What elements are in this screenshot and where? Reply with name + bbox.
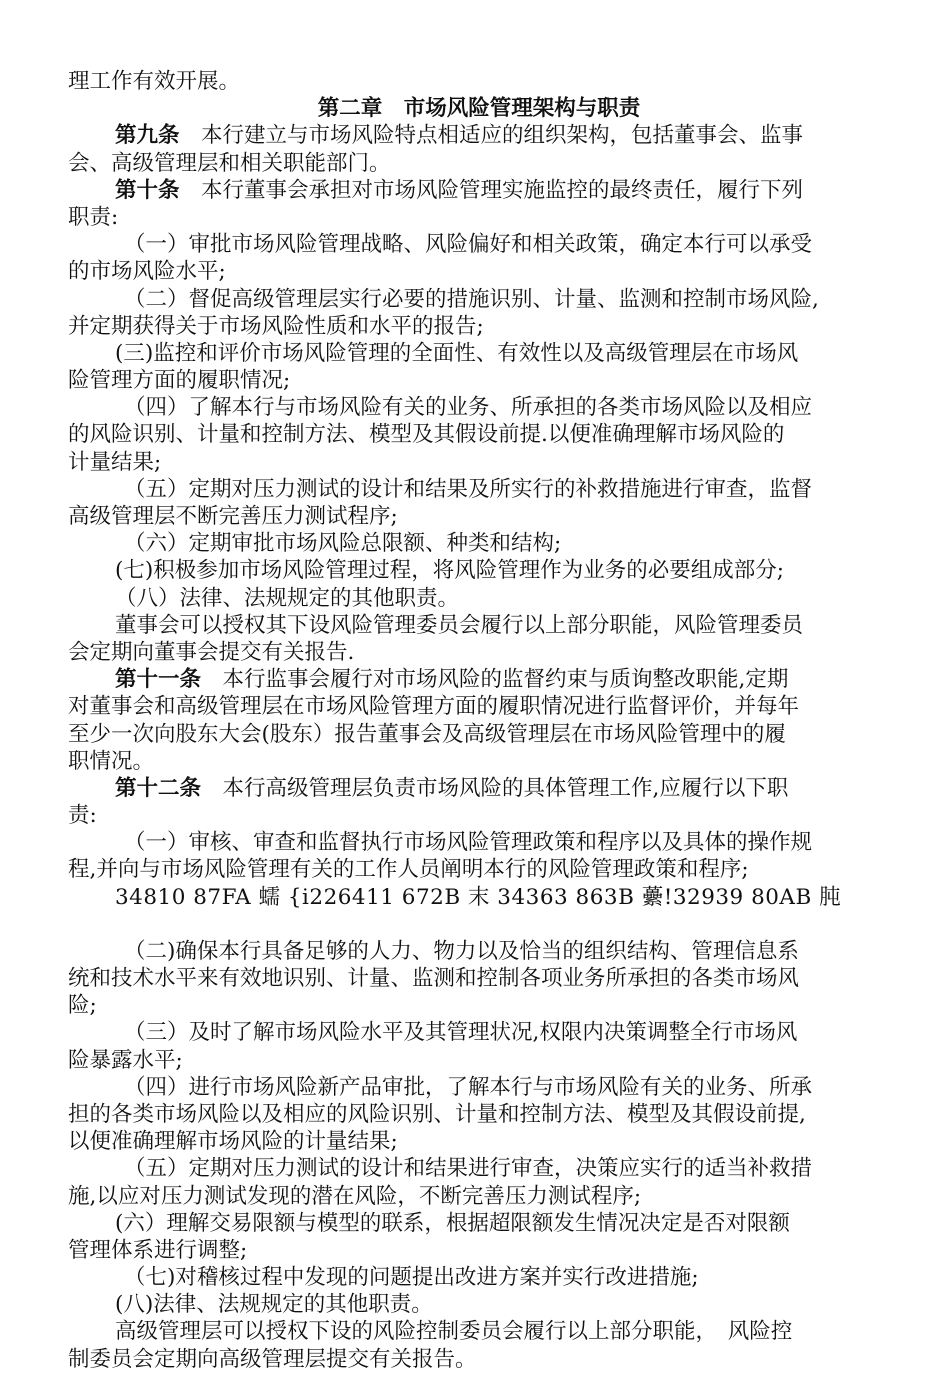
list-item: （四）了解本行与市场风险有关的业务、所承担的各类市场风险以及相应 — [124, 395, 813, 421]
text-line: 的市场风险水平; — [68, 259, 226, 285]
text-line: 统和技术水平来有效地识别、计量、监测和控制各项业务所承担的各类市场风 — [68, 966, 800, 991]
text-line: 管理体系进行调整; — [68, 1237, 248, 1263]
list-item: （二)确保本行具备足够的人力、物力以及恰当的组织结构、管理信息系 — [124, 938, 799, 964]
list-item: (七)积极参加市场风险管理过程，将风险管理作为业务的必要组成部分; — [115, 558, 785, 584]
text-line: 程,并向与市场风险管理有关的工作人员阐明本行的风险管理政策和程序; — [68, 857, 749, 883]
article-text: 本行监事会履行对市场风险的监督约束与质询整改职能,定期 — [201, 667, 789, 693]
list-item: (八)法律、法规规定的其他职责。 — [115, 1292, 433, 1318]
text-line: 险暴露水平; — [68, 1047, 183, 1073]
text-line: 险; — [68, 993, 97, 1019]
list-item: （八）法律、法规规定的其他职责。 — [115, 585, 460, 611]
list-item: （四）进行市场风险新产品审批，了解本行与市场风险有关的业务、所承 — [124, 1074, 813, 1100]
text-line: 高级管理层可以授权下设的风险控制委员会履行以上部分职能， 风险控 — [115, 1319, 793, 1345]
text-line: 董事会可以授权其下设风险管理委员会履行以上部分职能，风险管理委员 — [115, 612, 804, 638]
text-line: 责: — [68, 803, 97, 829]
text-line: 会定期向董事会提交有关报告. — [68, 639, 355, 665]
text-line: 计量结果; — [68, 449, 162, 475]
text-line: 以便准确理解市场风险的计量结果; — [68, 1129, 398, 1155]
chapter-title: 第二章 市场风险管理架构与职责 — [317, 96, 641, 122]
list-item: （六）定期审批市场风险总限额、种类和结构; — [124, 531, 562, 557]
text-line: 制委员会定期向高级管理层提交有关报告。 — [68, 1346, 477, 1372]
article-number: 第十二条 — [115, 775, 202, 801]
garbled-code-line: 34810 87FA 蠕 {i226411 672B 末 34363 863B 虆!32939 80AB 肫 — [115, 884, 842, 910]
article-text: 本行董事会承担对市场风险管理实施监控的最终责任，履行下列 — [179, 177, 804, 203]
article-9-line — [68, 122, 890, 149]
text-line: 担的各类市场风险以及相应的风险识别、计量和控制方法、模型及其假设前提, — [68, 1101, 806, 1127]
blank-gap — [68, 911, 890, 938]
article-10-line — [68, 177, 890, 204]
text-line: 理工作有效开展。 — [68, 69, 241, 94]
article-number: 第十条 — [115, 177, 180, 203]
list-item: （一）审批市场风险管理战略、风险偏好和相关政策，确定本行可以承受 — [124, 232, 813, 258]
text-line: 职情况。 — [68, 748, 155, 774]
text-line: 对董事会和高级管理层在市场风险管理方面的履职情况进行监督评价，并每年 — [68, 694, 800, 720]
article-text: 本行建立与市场风险特点相适应的组织架构，包括董事会、监事 — [179, 123, 804, 149]
list-item: （五）定期对压力测试的设计和结果及所实行的补救措施进行审查，监督 — [124, 476, 813, 502]
article-number: 第九条 — [115, 123, 180, 149]
list-item: （五）定期对压力测试的设计和结果进行审查，决策应实行的适当补救措 — [124, 1156, 813, 1182]
text-line: 险管理方面的履职情况; — [68, 368, 291, 394]
list-item: (三)监控和评价市场风险管理的全面性、有效性以及高级管理层在市场风 — [115, 340, 799, 366]
text-line: 施,以应对压力测试发现的潜在风险，不断完善压力测试程序; — [68, 1183, 642, 1209]
list-item: （七)对稽核过程中发现的问题提出改进方案并实行改进措施; — [124, 1265, 699, 1291]
text-line: 至少一次向股东大会(股东）报告董事会及高级管理层在市场风险管理中的履 — [68, 721, 786, 747]
article-number: 第十一条 — [115, 667, 202, 693]
article-12-line — [68, 775, 890, 802]
text-line: 的风险识别、计量和控制方法、模型及其假设前提.以便准确理解市场风险的 — [68, 422, 785, 448]
list-item: （三）及时了解市场风险水平及其管理状况,权限内决策调整全行市场风 — [124, 1020, 798, 1046]
list-item: (六）理解交易限额与模型的联系，根据超限额发生情况决定是否对限额 — [115, 1210, 790, 1236]
article-11-line — [68, 666, 890, 693]
list-item: （二）督促高级管理层实行必要的措施识别、计量、监测和控制市场风险, — [124, 286, 819, 312]
text-line: 会、高级管理层和相关职能部门。 — [68, 150, 391, 176]
text-line: 并定期获得关于市场风险性质和水平的报告; — [68, 313, 484, 339]
text-line: 高级管理层不断完善压力测试程序; — [68, 504, 398, 529]
article-text: 本行高级管理层负责市场风险的具体管理工作,应履行以下职 — [201, 775, 789, 801]
list-item: （一）审核、审查和监督执行市场风险管理政策和程序以及具体的操作规 — [124, 830, 813, 856]
text-line: 职责: — [68, 204, 119, 230]
